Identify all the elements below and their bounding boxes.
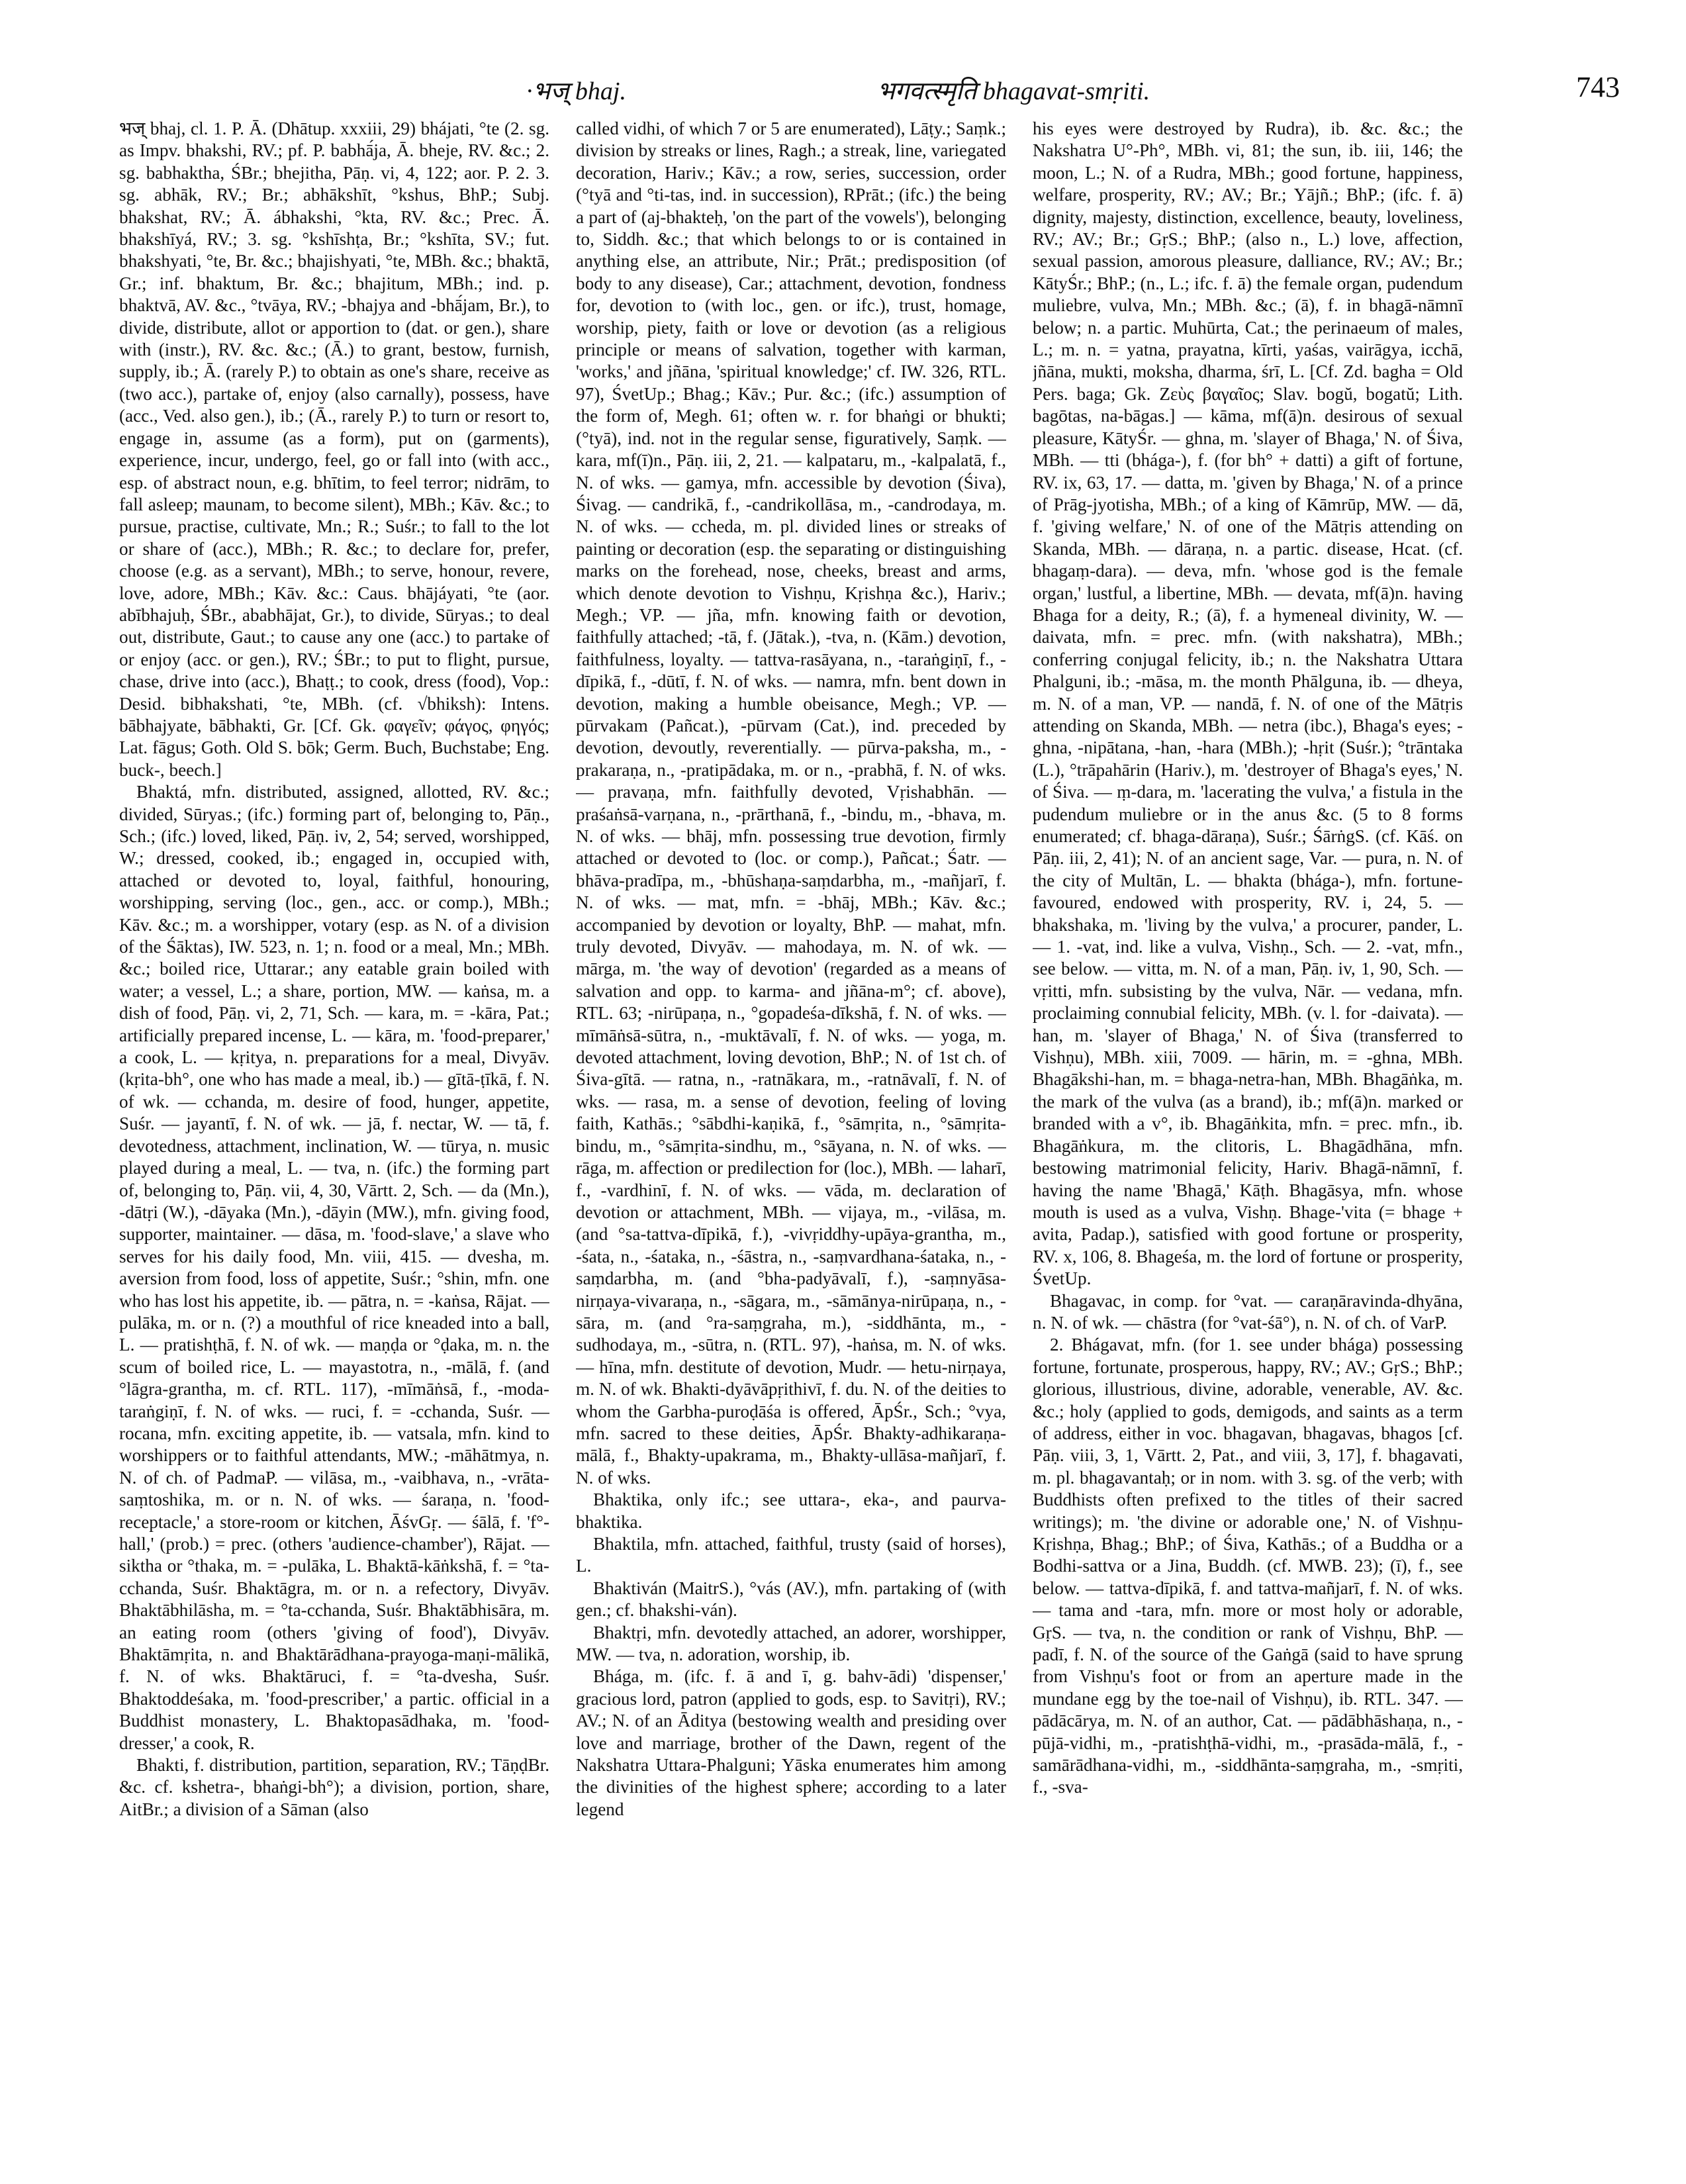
entry-bhaga: Bhága, m. (ifc. f. ā and ī, g. bahv-ādi) 'dispenser,' gracious lord, patron (applied to gods, esp. to Savitṛi), RV.; AV.; N. of an Āditya (bestowing wealth and presiding over love and marriage, brother of the Dawn, regent of the Nakshatra Uttara-Phalguni; Yāska enumerates him among the divinities of the highest sphere; according to a later legend xyxy=(576,1666,1006,1819)
entry-bhakti-continued: called vidhi, of which 7 or 5 are enumerated), Lāṭy.; Saṃk.; division by streaks or lines, Ragh.; a streak, line, variegated decoration, Hariv.; Kāv.; a row, series, succession, order (°tyā and °ti-tas, ind. in succession), RPrāt.; (ifc.) the being a part of (aj-bhakteḥ, 'on the part of the vowels'), belonging to, Siddh. &c.; that which belongs to or is contained in anything else, an attribute, Nir.; Prāt.; predisposition (of body to any disease), Car.; attachment, devotion, fondness for, devotion to (with loc., gen. or ifc.), trust, homage, worship, piety, faith or love or devotion (as a religious principle or means of salvation, together with karman, 'works,' and jñāna, 'spiritual knowledge;' cf. IW. 326, RTL. 97), ŚvetUp.; Bhag.; Kāv.; Pur. &c.; (ifc.) assumption of the form of, Megh. 61; often w. r. for bhaṅgi or bhukti; (°tyā), ind. not in the regular sense, figuratively, Saṃk. — kara, mf(ī)n., Pāṇ. iii, 2, 21. — kalpataru, m., -kalpalatā, f., N. of wks. — gamya, mfn. accessible by devotion (Śiva), Śivag. — candrikā, f., -candrikollāsa, m., -candrodaya, m. N. of wks. — ccheda, m. pl. divided lines or streaks of painting or decoration (esp. the separating or distinguishing marks on the forehead, nose, cheeks, breast and arms, which denote devotion to Vishṇu, Kṛishṇa &c.), Hariv.; Megh.; VP. — jña, mfn. knowing faith or devotion, faithfully attached; -tā, f. (Jātak.), -tva, n. (Kām.) devotion, faithfulness, loyalty. — tattva-rasāyana, n., -taraṅgiṇī, f., -dīpikā, f., -dūtī, f. N. of wks. — namra, mfn. bent down in devotion, making a humble obeisance, Megh.; VP. — pūrvakam (Pañcat.), -pūrvam (Cat.), ind. preceded by devotion, devoutly, reverentially. — pūrva-paksha, m., -prakaraṇa, n., -pratipādaka, m. or n., -prabhā, f. N. of wks. — pravaṇa, mfn. faithfully devoted, Vṛishabhān. — praśaṅsā-varṇana, n., -prārthanā, f., -bindu, m., -bhava, m. N. of wks. — bhāj, mfn. possessing true devotion, firmly attached or devoted to (loc. or comp.), Pañcat.; Śatr. — bhāva-pradīpa, m., -bhūshaṇa-saṃdarbha, m., -mañjarī, f. N. of wks. — mat, mfn. = -bhāj, MBh.; Kāv. &c.; accompanied by devotion or loyalty, BhP. — mahat, mfn. truly devoted, Divyāv. — mahodaya, m. N. of wk. — mārga, m. 'the way of devotion' (regarded as a means of salvation and opp. to karma- and jñāna-m°; cf. above), RTL. 63; -nirūpaṇa, n., °gopadeśa-dīkshā, f. N. of wks. — mīmāṅsā-sūtra, n., -muktāvalī, f. N. of wks. — yoga, m. devoted attachment, loving devotion, BhP.; N. of 1st ch. of Śiva-gītā. — ratna, n., -ratnākara, m., -ratnāvalī, f. N. of wks. — rasa, m. a sense of devotion, feeling of loving faith, Kathās.; °sābdhi-kaṇikā, f., °sāmṛita, n., °sāmṛita-bindu, m., °sāmṛita-sindhu, m., °sāyana, n. N. of wks. — rāga, m. affection or predilection for (loc.), MBh. — laharī, f., -vardhinī, f. N. of wks. — vāda, m. declaration of devotion or attachment, MBh. — vijaya, m., -vilāsa, m. (and °sa-tattva-dīpikā, f.), -vivṛiddhy-upāya-grantha, m., -śata, n., -śataka, n., -śāstra, n., -saṃvardhana-śataka, n., -saṃdarbha, m. (and °bha-padyāvalī, f.), -saṃnyāsa-nirṇaya-vivaraṇa, n., -sāgara, m., -sāmānya-nirūpaṇa, n., -sāra, m. (and °ra-saṃgraha, m.), -siddhānta, m., -sudhodaya, m., -sūtra, n. (RTL. 97), -haṅsa, m. N. of wks. — hīna, mfn. destitute of devotion, Mudr. — hetu-nirṇaya, m. N. of wk. Bhakti-dyāvāpṛithivī, f. du. N. of the deities to whom the Garbha-puroḍāśa is offered, ĀpŚr., Sch.; °vya, mfn. sacred to these deities, ĀpŚr. Bhakty-adhikaraṇa-mālā, f., Bhakty-upakrama, m., Bhakty-ullāsa-mañjarī, f. N. of wks. xyxy=(576,119,1006,1488)
entry-bhaktivan: Bhaktiván (MaitrS.), °vás (AV.), mfn. partaking of (with gen.; cf. bhakshi-ván). xyxy=(576,1578,1006,1621)
page-number: 743 xyxy=(1576,71,1620,103)
entry-bhaktri: Bhaktṛi, mfn. devotedly attached, an adorer, worshipper, MW. — tva, n. adoration, worship, ib. xyxy=(576,1622,1006,1665)
entry-bhaj: भज् bhaj, cl. 1. P. Ā. (Dhātup. xxxiii, 29) bhájati, °te (2. sg. as Impv. bhakshi, RV.; pf. P. babhā́ja, Ā. bheje, RV. &c.; 2. sg. babhaktha, ŚBr.; bhejitha, Pāṇ. vi, 4, 122; aor. P. 2. 3. sg. abhāk, RV.; Br.; abhākshīt, °kshus, BhP.; Subj. bhakshat, RV.; Ā. ábhakshi, °kta, RV. &c.; Prec. Ā. bhakshīyá, RV.; 3. sg. °kshīshṭa, Br.; °kshīta, SV.; fut. bhakshyati, °te, Br. &c.; bhajishyati, °te, MBh. &c.; bhaktā, Gr.; inf. bhaktum, Br. &c.; bhajitum, MBh.; ind. p. bhaktvā, AV. &c., °tvāya, RV.; -bhajya and -bhā́jam, Br.), to divide, distribute, allot or apportion to (dat. or gen.), share with (instr.), RV. &c. &c.; (Ā.) to grant, bestow, furnish, supply, ib.; Ā. (rarely P.) to obtain as one's share, receive as (two acc.), partake of, enjoy (also carnally), possess, have (acc., Ved. also gen.), ib.; (Ā., rarely P.) to turn or resort to, engage in, assume (as a form), put on (garments), experience, incur, undergo, feel, go or fall into (with acc., esp. of abstract noun, e.g. bhītim, to feel terror; nidrām, to fall asleep; maunam, to become silent), MBh.; Kāv. &c.; to pursue, practise, cultivate, Mn.; R.; Suśr.; to fall to the lot or share of (acc.), MBh.; R. &c.; to declare for, prefer, choose (e.g. as a servant), MBh.; to serve, honour, revere, love, adore, MBh.; Kāv. &c.: Caus. bhājáyati, °te (aor. abībhajuḥ, ŚBr., ababhājat, Gr.), to divide, Sūryas.; to deal out, distribute, Gaut.; to cause any one (acc.) to partake of or enjoy (acc. or gen.), RV.; ŚBr.; to put to flight, pursue, chase, drive into (acc.), Bhaṭṭ.; to cook, dress (food), Vop.: Desid. bibhakshati, °te, MBh. (cf. √bhiksh): Intens. bābhajyate, bābhakti, Gr. [Cf. Gk. φαγεῖν; φάγος, φηγός; Lat. fāgus; Goth. Old S. bōk; Germ. Buch, Buchstabe; Eng. buck-, beech.] xyxy=(119,119,549,780)
column-1 xyxy=(119,118,549,2170)
column-2 xyxy=(576,118,1006,2170)
header-right-headword: भगवत्स्मृति bhagavat-smṛiti. xyxy=(877,77,1150,105)
entry-bhakti: Bhakti, f. distribution, partition, separation, RV.; TāṇḍBr. &c. cf. kshetra-, bhaṅgi-bh°); a division, portion, share, AitBr.; a division of a Sāman (also xyxy=(119,1755,549,1819)
header-left-headword: ·भज् bhaj. xyxy=(526,77,626,105)
body-columns xyxy=(119,118,1470,2177)
entry-bhaktika: Bhaktika, only ifc.; see uttara-, eka-, and paurva-bhaktika. xyxy=(576,1490,1006,1532)
entry-bhagavat: 2. Bhágavat, mfn. (for 1. see under bhága) possessing fortune, fortunate, prosperous, happy, RV.; AV.; GṛS.; BhP.; glorious, illustrious, divine, adorable, venerable, AV. &c. &c.; holy (applied to gods, demigods, and saints as a term of address, either in voc. bhagavan, bhagavas, bhagos [cf. Pāṇ. viii, 3, 1, Vārtt. 2, Pat., and viii, 3, 17], f. bhagavati, m. pl. bhagavantaḥ; or in nom. with 3. sg. of the verb; with Buddhists often prefixed to the titles of their sacred writings); m. 'the divine or adorable one,' N. of Vishṇu-Kṛishṇa, Bhag.; BhP.; of Śiva, Kathās.; of a Buddha or a Bodhi-sattva or a Jina, Buddh. (cf. MWB. 23); (ī), f., see below. — tattva-dīpikā, f. and tattva-mañjarī, f. N. of wks. — tama and -tara, mfn. more or most holy or adorable, GṛS. — tva, n. the condition or rank of Vishṇu, BhP. — padī, f. N. of the source of the Gaṅgā (said to have sprung from Vishṇu's foot or from an aperture made in the mundane egg by the toe-nail of Vishṇu), ib. RTL. 347. — pādācārya, m. N. of an author, Cat. — pādābhāshaṇa, n., -pūjā-vidhi, m., -pratishṭhā-vidhi, m., -prasāda-mālā, f., -samārādhana-vidhi, m., -siddhānta-saṃgraha, m., -smṛiti, f., -sva- xyxy=(1033,1335,1463,1797)
entry-bhagavac: Bhagavac, in comp. for °vat. — caraṇāravinda-dhyāna, n. N. of wk. — chāstra (for °vat-śā°), n. N. of ch. of VarP. xyxy=(1033,1290,1463,1333)
page-header xyxy=(136,73,1650,113)
entry-bhaga-continued: his eyes were destroyed by Rudra), ib. &c. &c.; the Nakshatra U°-Ph°, MBh. vi, 81; the sun, ib. iii, 146; the moon, L.; N. of a Rudra, MBh.; good fortune, happiness, welfare, prosperity, RV.; AV.; Br.; Yājñ.; BhP.; (ifc. f. ā) dignity, majesty, distinction, excellence, beauty, loveliness, RV.; AV.; Br.; GṛS.; BhP.; (also n., L.) love, affection, sexual passion, amorous pleasure, dalliance, RV.; AV.; Br.; KātyŚr.; BhP.; (n., L.; ifc. f. ā) the female organ, pudendum muliebre, vulva, Mn.; MBh. &c.; (ā), f. in bhagā-nāmnī below; n. a partic. Muhūrta, Cat.; the perinaeum of males, L.; m. n. = yatna, prayatna, kīrti, yaśas, vairāgya, icchā, jñāna, mukti, moksha, dharma, śrī, L. [Cf. Zd. bagha = Old Pers. baga; Gk. Ζεὺς βαγαῖος; Slav. bogŭ, bogatŭ; Lith. bagōtas, na-bāgas.] — kāma, mf(ā)n. desirous of sexual pleasure, KātyŚr. — ghna, m. 'slayer of Bhaga,' N. of Śiva, MBh. — tti (bhága-), f. (for bh° + datti) a gift of fortune, RV. ix, 63, 17. — datta, m. 'given by Bhaga,' N. of a prince of Prāg-jyotisha, MBh.; of a king of Kāmrūp, MW. — dā, f. 'giving welfare,' N. of one of the Mātṛis attending on Skanda, MBh. — dāraṇa, n. a partic. disease, Hcat. (cf. bhagaṃ-dara). — deva, mfn. 'whose god is the female organ,' lustful, a libertine, MBh. — devata, mf(ā)n. having Bhaga for a deity, R.; (ā), f. a hymeneal divinity, W. — daivata, mfn. = prec. mfn. (with nakshatra), MBh.; conferring conjugal felicity, ib.; n. the Nakshatra Uttara Phalguni, ib.; -māsa, m. the month Phālguna, ib. — dheya, m. N. of a man, VP. — nandā, f. N. of one of the Mātṛis attending on Skanda, MBh. — netra (ibc.), Bhaga's eyes; -ghna, -nipātana, -han, -hara (MBh.); -hṛit (Suśr.); °trāntaka (L.), °trāpahārin (Hariv.), m. 'destroyer of Bhaga's eyes,' N. of Śiva. — ṃ-dara, m. 'lacerating the vulva,' a fistula in the pudendum muliebre or in the anus &c. (5 to 8 forms enumerated; cf. bhaga-dāraṇa), Suśr.; ŚārṅgS. (cf. Kāś. on Pāṇ. iii, 2, 41); N. of an ancient sage, Var. — pura, n. N. of the city of Multān, L. — bhakta (bhága-), mfn. fortune-favoured, endowed with prosperity, RV. i, 24, 5. — bhakshaka, m. 'living by the vulva,' a procurer, pander, L. — 1. -vat, ind. like a vulva, Vishṇ., Sch. — 2. -vat, mfn., see below. — vitta, m. N. of a man, Pāṇ. iv, 1, 90, Sch. — vṛitti, mfn. subsisting by the vulva, Nār. — vedana, mfn. proclaiming connubial felicity, MBh. (v. l. for -daivata). — han, m. 'slayer of Bhaga,' N. of Śiva (transferred to Vishṇu), MBh. xiii, 7009. — hārin, m. = -ghna, MBh. Bhagākshi-han, m. = bhaga-netra-han, MBh. Bhagāṅka, m. the mark of the vulva (as a brand), ib.; mf(ā)n. marked or branded with a v°, ib. Bhagāṅkita, mfn. = prec. mfn., ib. Bhagāṅkura, m. the clitoris, L. Bhagādhāna, mfn. bestowing matrimonial felicity, Hariv. Bhagā-nāmnī, f. having the name 'Bhagā,' Kāṭh. Bhagāsya, mfn. whose mouth is used as a vulva, Vishṇ. Bhage-'vita (= bhage + avita, Padap.), satisfied with good fortune or prosperity, RV. x, 106, 8. Bhageśa, m. the lord of fortune or prosperity, ŚvetUp. xyxy=(1033,119,1463,1289)
column-3 xyxy=(1033,118,1463,2170)
entry-bhakta: Bhaktá, mfn. distributed, assigned, allotted, RV. &c.; divided, Sūryas.; (ifc.) forming part of, belonging to, Pāṇ., Sch.; (ifc.) loved, liked, Pāṇ. iv, 2, 54; served, worshipped, W.; dressed, cooked, ib.; engaged in, occupied with, attached or devoted to, loyal, faithful, honouring, worshipping, serving (loc., gen., acc. or comp.), MBh.; Kāv. &c.; m. a worshipper, votary (esp. as N. of a division of the Śāktas), IW. 523, n. 1; n. food or a meal, Mn.; MBh. &c.; boiled rice, Uttarar.; any eatable grain boiled with water; a vessel, L.; a share, portion, MW. — kaṅsa, m. a dish of food, Pāṇ. vi, 2, 71, Sch. — kara, m. = -kāra, Pat.; artificially prepared incense, L. — kāra, m. 'food-preparer,' a cook, L. — kṛitya, n. preparations for a meal, Divyāv. (kṛita-bh°, one who has made a meal, ib.) — gītā-ṭīkā, f. N. of wk. — cchanda, m. desire of food, hunger, appetite, Suśr. — jayantī, f. N. of wk. — jā, f. nectar, W. — tā, f. devotedness, attachment, inclination, W. — tūrya, n. music played during a meal, L. — tva, n. (ifc.) the forming part of, belonging to, Pāṇ. vii, 4, 30, Vārtt. 2, Sch. — da (Mn.), -dātṛi (W.), -dāyaka (Mn.), -dāyin (MW.), mfn. giving food, supporter, maintainer. — dāsa, m. 'food-slave,' a slave who serves for his daily food, Mn. viii, 415. — dvesha, m. aversion from food, loss of appetite, Suśr.; °shin, mfn. one who has lost his appetite, ib. — pātra, n. = -kaṅsa, Rājat. — pulāka, m. or n. (?) a mouthful of rice kneaded into a ball, L. — pratishṭhā, f. N. of wk. — maṇḍa or °ḍaka, m. n. the scum of boiled rice, L. — mayastotra, n., -mālā, f. (and °lāgra-grantha, m. cf. RTL. 117), -mīmāṅsā, f., -moda-taraṅgiṇī, f. N. of wks. — ruci, f. = -cchanda, Suśr. — rocana, mfn. exciting appetite, ib. — vatsala, mfn. kind to worshippers or to faithful attendants, MW.; -māhātmya, n. N. of ch. of PadmaP. — vilāsa, m., -vaibhava, n., -vrāta-saṃtoshika, m. or n. N. of wks. — śaraṇa, n. 'food-receptacle,' a store-room or kitchen, ĀśvGṛ. — śālā, f. 'f°-hall,' (prob.) = prec. (others 'audience-chamber'), Rājat. — siktha or °thaka, m. = -pulāka, L. Bhaktā-kāṅkshā, f. = °ta-cchanda, Suśr. Bhaktāgra, m. or n. a refectory, Divyāv. Bhaktābhilāsha, m. = °ta-cchanda, Suśr. Bhaktābhisāra, m. an eating room (others 'giving of food'), Divyāv. Bhaktāmṛita, n. and Bhaktārādhana-prayoga-maṇi-mālikā, f. N. of wks. Bhaktāruci, f. = °ta-dvesha, Suśr. Bhaktoddeśaka, m. 'food-prescriber,' a partic. official in a Buddhist monastery, L. Bhaktopasādhaka, m. 'food-dresser,' a cook, R. xyxy=(119,782,549,1753)
entry-bhaktila: Bhaktila, mfn. attached, faithful, trusty (said of horses), L. xyxy=(576,1534,1006,1576)
